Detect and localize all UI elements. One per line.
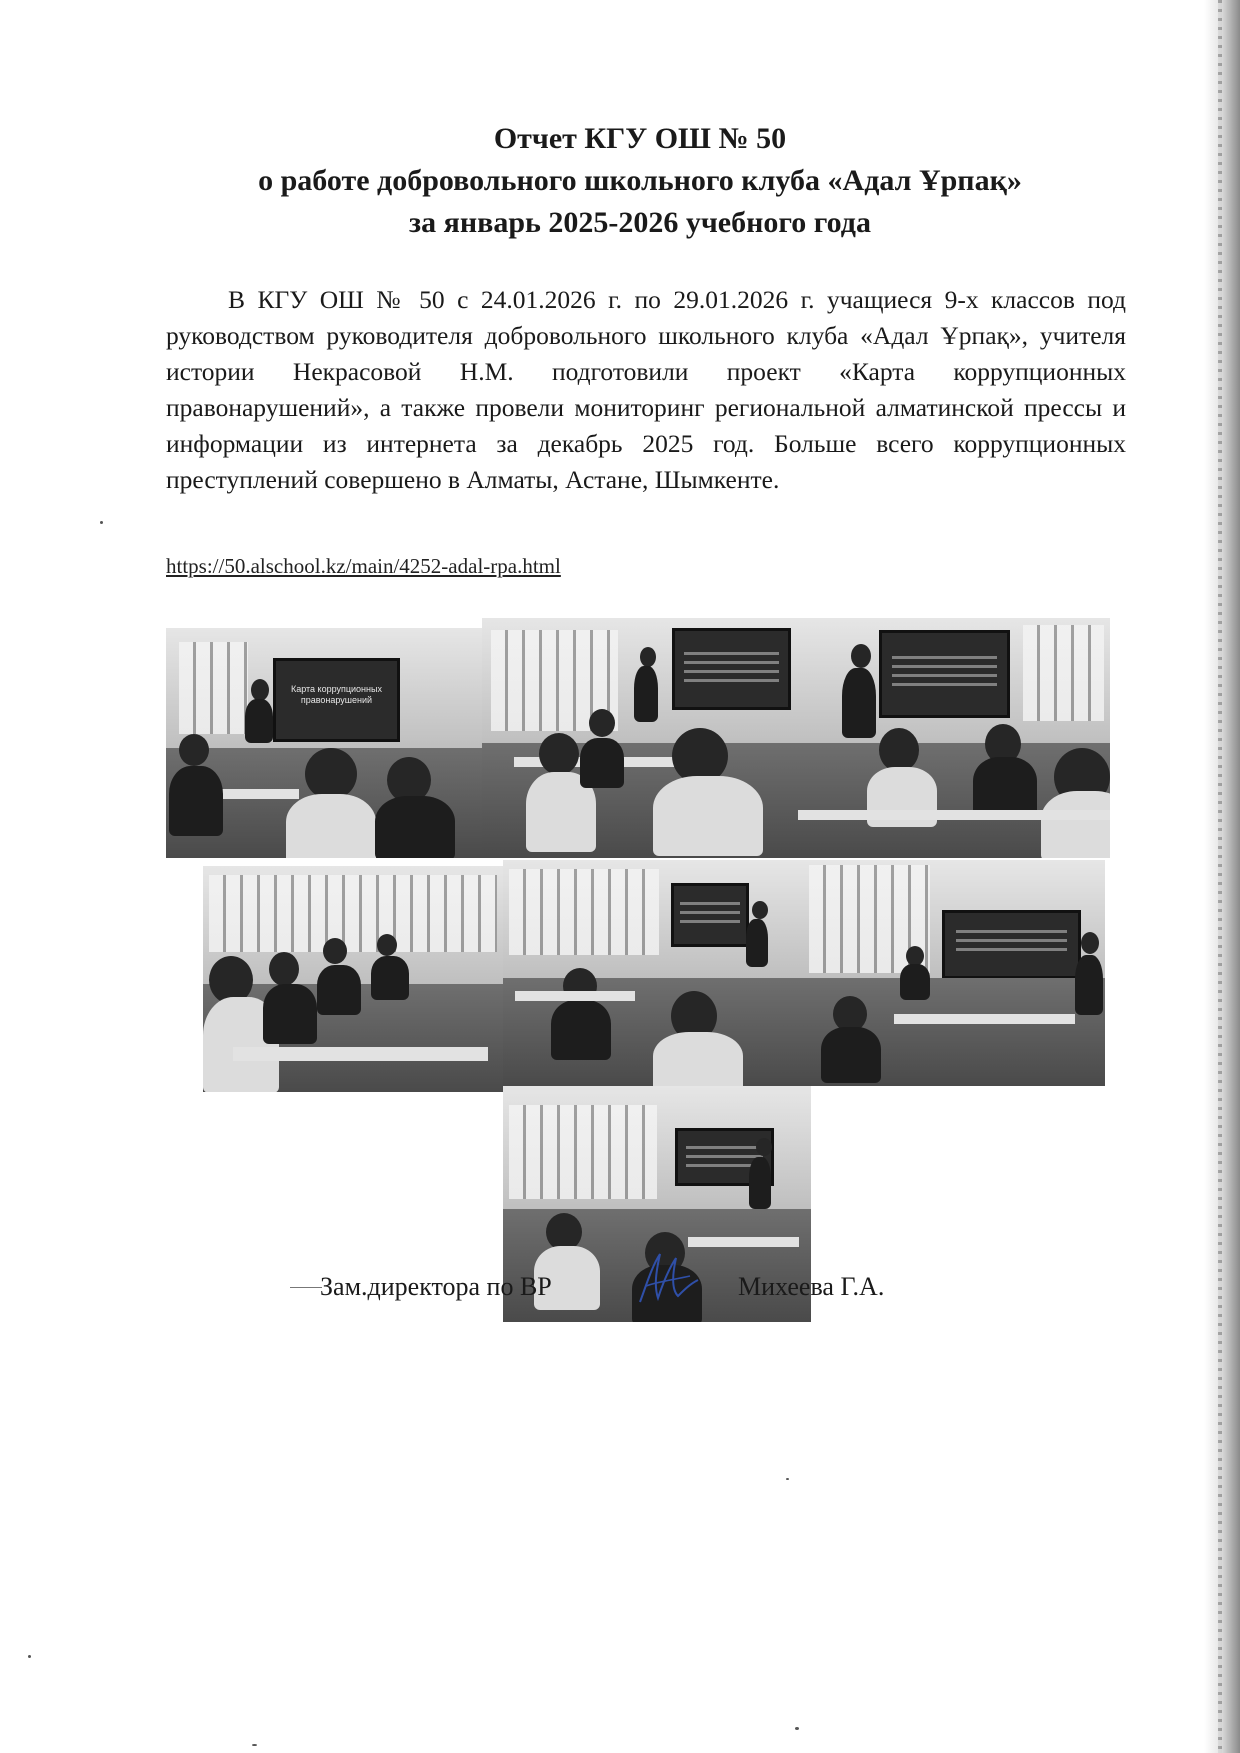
title-line-2: о работе добровольного школьного клуба «Адал Ұрпақ» (258, 164, 1022, 197)
photo-2 (482, 618, 798, 858)
document-header (150, 118, 1130, 244)
signature-role: Зам.директора по ВР (320, 1272, 552, 1301)
screen-caption: Карта коррупционных правонарушений (290, 684, 382, 706)
scan-speck (795, 1727, 799, 1730)
handwritten-signature (632, 1246, 704, 1314)
scan-speck (786, 1478, 789, 1480)
photo-4 (203, 866, 503, 1092)
presentation-screen (273, 658, 399, 742)
scan-speck (28, 1655, 31, 1658)
photo-1 (166, 628, 482, 858)
photo-3 (798, 618, 1110, 858)
report-paragraph: В КГУ ОШ № 50 с 24.01.2026 г. по 29.01.2026 г. учащиеся 9-х классов под руководством руководителя добровольного школьного клуба «Адал Ұрпақ», учителя истории Некрасовой Н.М. подготовили проект «Карта коррупционных правонарушений», а также провели мониторинг региональной алматинской прессы и информации из интернета за декабрь 2025 год. Больше всего коррупционных преступлений совершено в Алматы, Астане, Шымкенте. (166, 285, 1126, 494)
signature-dash (290, 1287, 322, 1288)
photo-6 (803, 860, 1105, 1086)
title-line-1: Отчет КГУ ОШ № 50 (493, 122, 787, 155)
photo-5 (503, 860, 803, 1086)
scan-speck (252, 1744, 257, 1746)
title-line-3: за январь 2025-2026 учебного года (409, 206, 871, 239)
signature-name: Михеева Г.А. (738, 1272, 885, 1301)
scan-speck (100, 521, 103, 524)
report-link[interactable]: https://50.alschool.kz/main/4252-adal-rpa.html (166, 554, 561, 578)
scan-edge-shadow (1204, 0, 1240, 1753)
report-body (166, 282, 1126, 498)
